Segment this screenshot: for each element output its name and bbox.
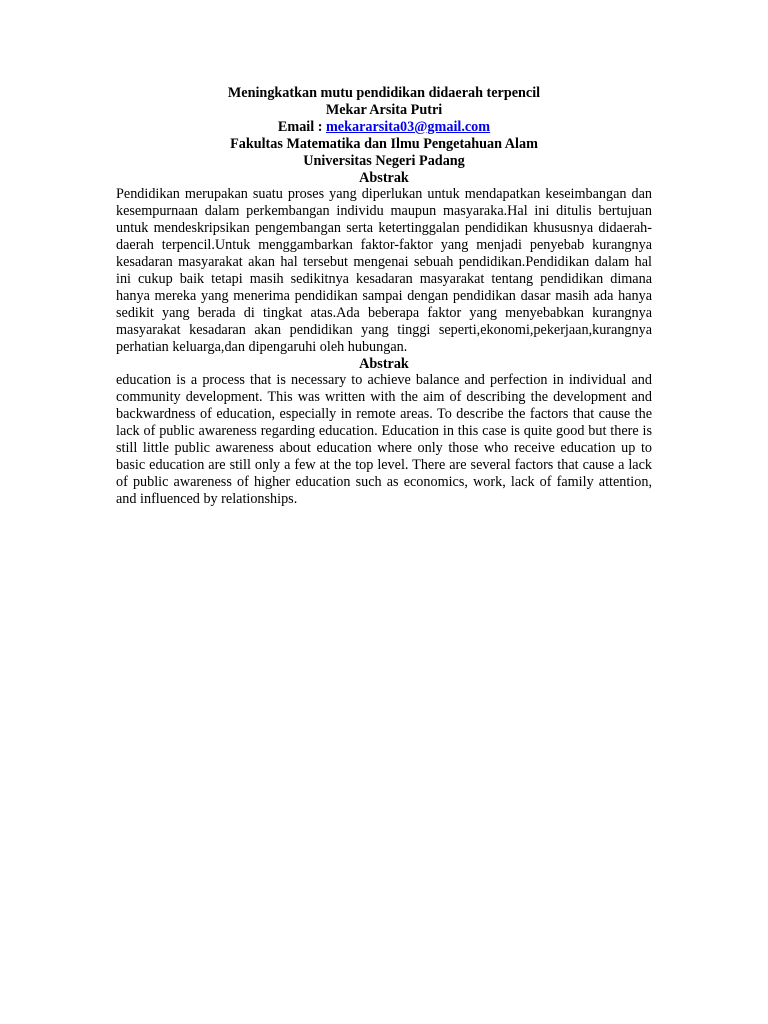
- abstract-heading-english: Abstrak: [359, 355, 409, 372]
- email-link[interactable]: mekararsita03@gmail.com: [325, 118, 491, 135]
- email-label: Email :: [277, 118, 326, 135]
- author-name: Mekar Arsita Putri: [325, 101, 443, 118]
- abstract-body-indonesian: Pendidikan merupakan suatu proses yang diperlukan untuk mendapatkan keseimbangan dan kesempurnaan dalam perkembangan individu maupun masyaraka.Hal ini ditulis bertujuan untuk mendeskripsikan pengembangan serta ketertinggalan pendidikan khususnya didaerah-daerah terpencil.Untuk menggambarkan faktor-faktor yang menjadi penyebab kurangnya kesadaran masyarakat akan hal tersebut mengenai sebuah pendidikan.Pendidikan dalam hal ini cukup baik tetapi masih sedikitnya kesadaran masyarakat tentang pendidikan dimana hanya mereka yang menerima pendidikan sampai dengan pendidikan dasar masih ada hanya sedikit yang berada di tingkat atas.Ada beberapa faktor yang menyebabkan kurangnya masyarakat kesadaran akan pendidikan yang tinggi seperti,ekonomi,pekerjaan,kurangnya perhatian keluarga,dan dipengaruhi oleh hubungan.: [116, 186, 652, 355]
- document-page: [116, 85, 652, 508]
- paper-title: Meningkatkan mutu pendidikan didaerah terpencil: [227, 85, 541, 101]
- abstract-body-english: education is a process that is necessary to achieve balance and perfection in individual and community development. This was written with the aim of describing the development and backwardness of education, especially in remote areas. To describe the factors that cause the lack of public awareness regarding education. Education in this case is quite good but there is still little public awareness about education where only those who receive education up to basic education are still only a few at the top level. There are several factors that cause a lack of public awareness of higher education such as economics, work, lack of family attention, and influenced by relationships.: [116, 372, 652, 507]
- abstract-heading-indonesian: Abstrak: [359, 169, 409, 186]
- faculty-name: Fakultas Matematika dan Ilmu Pengetahuan Alam: [230, 135, 538, 152]
- university-name: Universitas Negeri Padang: [303, 152, 465, 169]
- email-line: [116, 119, 652, 136]
